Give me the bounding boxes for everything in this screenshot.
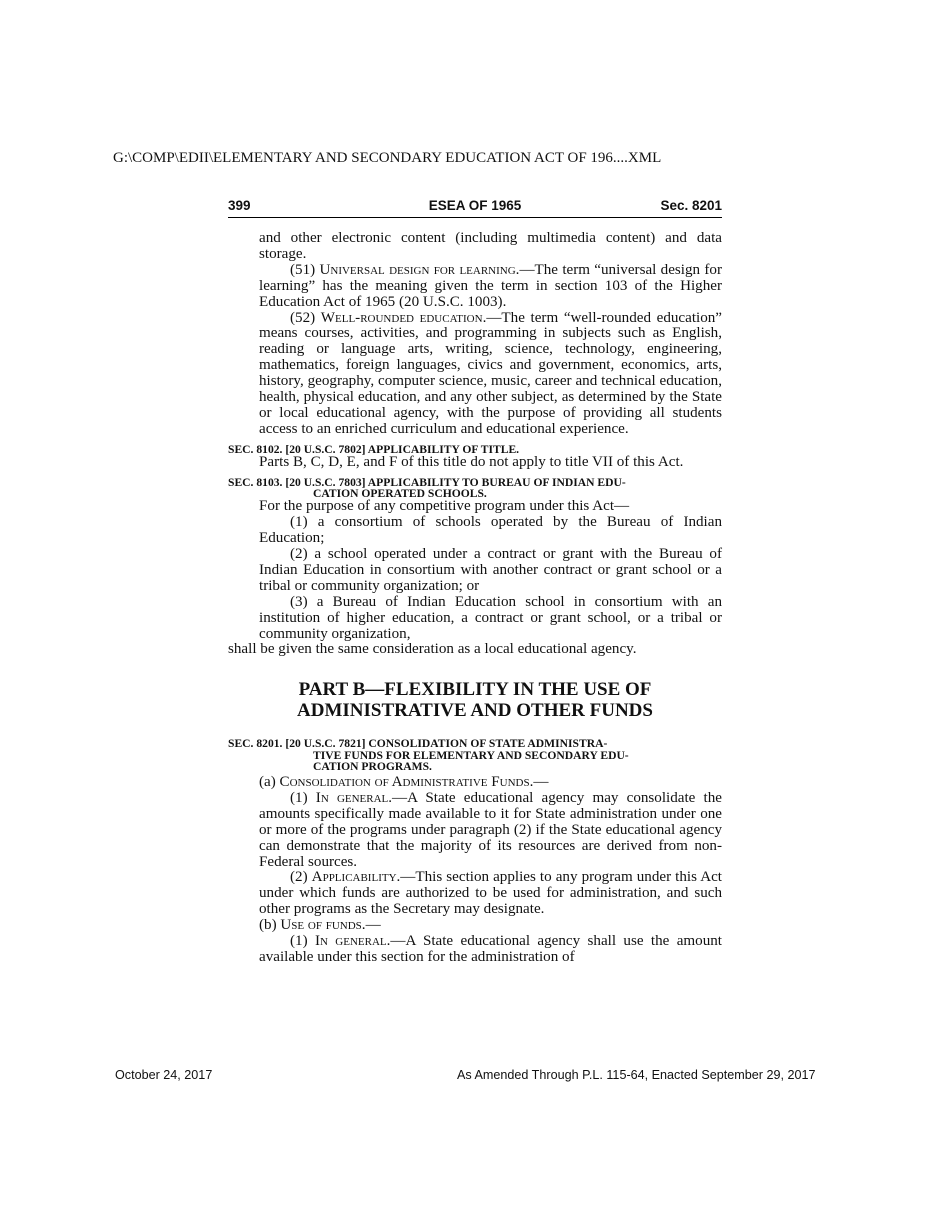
subsection-b-term: Use of funds — [280, 917, 362, 934]
section-8201-heading-line3: CATION PROGRAMS. — [313, 759, 432, 773]
section-8103-heading-line1: SEC. 8103. [20 U.S.C. 7803] APPLICABILITY TO BUREAU OF INDIAN EDU- — [228, 475, 626, 489]
section-reference: Sec. 8201 — [660, 198, 722, 213]
paragraph-a1-term: In general — [315, 789, 389, 806]
subsection-a-number: (a) — [259, 773, 280, 790]
definition-51-text: .—The term “universal design for learning” has the meaning given the term in section 103 of the Higher Education Act of 1965 (20 U.S.C. 1003). — [259, 261, 722, 310]
page-number: 399 — [228, 198, 251, 213]
section-8103-intro: For the purpose of any competitive program under this Act— — [259, 498, 630, 515]
section-8201-heading-line2: TIVE FUNDS FOR ELEMENTARY AND SECONDARY EDU- — [313, 748, 629, 762]
footer-date: October 24, 2017 — [115, 1068, 213, 1082]
definition-51-number: (51) — [290, 261, 320, 278]
footer-amended-through: As Amended Through P.L. 115-64, Enacted September 29, 2017 — [457, 1068, 816, 1082]
section-8102-heading: SEC. 8102. [20 U.S.C. 7802] APPLICABILITY OF TITLE. — [228, 442, 520, 456]
subsection-a-dash: .— — [529, 773, 549, 790]
definition-52-text: .—The term “well-rounded education” means courses, activities, and programming in subjects such as English, reading or language arts, writing, science, technology, engineering, mathematics, foreign languages, civics and government, economics, arts, history, geography, computer science, music, career and technical education, health, physical education, and any other subject, as determined by the State or local educational agency, with the purpose of providing all students access to an enriched curriculum and educational experience. — [259, 309, 722, 437]
paragraph-b1-term: In general — [314, 933, 387, 950]
part-b-heading — [228, 679, 722, 721]
paragraph-a2-number: (2) — [290, 869, 312, 886]
section-8103-heading — [228, 477, 722, 499]
document-body — [228, 231, 722, 966]
paragraph-electronic-content: and other electronic content (including multimedia content) and data storage. — [259, 230, 722, 262]
section-8103-heading-line2: CATION OPERATED SCHOOLS. — [313, 487, 487, 501]
subsection-b-number: (b) — [259, 917, 281, 934]
definition-52-number: (52) — [290, 309, 321, 326]
paragraph-b1-number: (1) — [290, 933, 315, 950]
subsection-a-heading — [228, 775, 722, 791]
paragraph-a2 — [228, 870, 722, 918]
paragraph-b1 — [228, 934, 722, 966]
paragraph-b1-text: .—A State educational agency shall use the amount available under this section for the administration of — [259, 933, 722, 965]
section-8103-item-1: (1) a consortium of schools operated by the Bureau of Indian Education; — [259, 514, 722, 547]
paragraph-a1 — [228, 791, 722, 871]
paragraph-a2-term: Applicability — [311, 869, 397, 886]
paragraph-a2-text: .—This section applies to any program under this Act under which funds are authorized to be used for administration, and such other programs as the Secretary may designate. — [259, 869, 723, 918]
definition-52 — [228, 311, 722, 438]
definition-51 — [228, 263, 722, 311]
definition-52-term: Well-rounded education — [320, 309, 483, 326]
part-b-heading-line1: PART B—FLEXIBILITY IN THE USE OF — [298, 679, 652, 701]
section-8103-item-2: (2) a school operated under a contract or grant with the Bureau of Indian Education in consortium with another contract or grant school or a tribal or community organization; or — [259, 546, 722, 594]
section-8102-text: Parts B, C, D, E, and F of this title do not apply to title VII of this Act. — [259, 453, 684, 470]
paragraph-a1-number: (1) — [290, 789, 316, 806]
section-8103-closing: shall be given the same consideration as a local educational agency. — [228, 641, 637, 658]
section-8201-heading-line1: SEC. 8201. [20 U.S.C. 7821] CONSOLIDATION OF STATE ADMINISTRA- — [228, 737, 608, 751]
part-b-heading-line2: ADMINISTRATIVE AND OTHER FUNDS — [297, 700, 653, 722]
subsection-a-term: Consolidation of Administrative Funds — [279, 773, 530, 790]
subsection-b-heading — [228, 918, 722, 934]
subsection-b-dash: .— — [361, 917, 381, 934]
paragraph-a1-text: .—A State educational agency may consolidate the amounts specifically made available to it for State administration under one or more of the programs under paragraph (2) if the State educational agency can demonstrate that the majority of its resources are derived from non-Federal sources. — [259, 789, 722, 870]
definition-51-term: Universal design for learning — [319, 261, 516, 278]
section-8103-item-3: (3) a Bureau of Indian Education school in consortium with an institution of higher education, a contract or grant school, or a tribal or community organization, — [259, 593, 722, 642]
file-path: G:\COMP\EDII\ELEMENTARY AND SECONDARY EDUCATION ACT OF 196....XML — [113, 150, 662, 166]
running-title: ESEA OF 1965 — [428, 198, 522, 213]
section-8201-heading — [228, 738, 722, 772]
running-head — [228, 197, 722, 218]
